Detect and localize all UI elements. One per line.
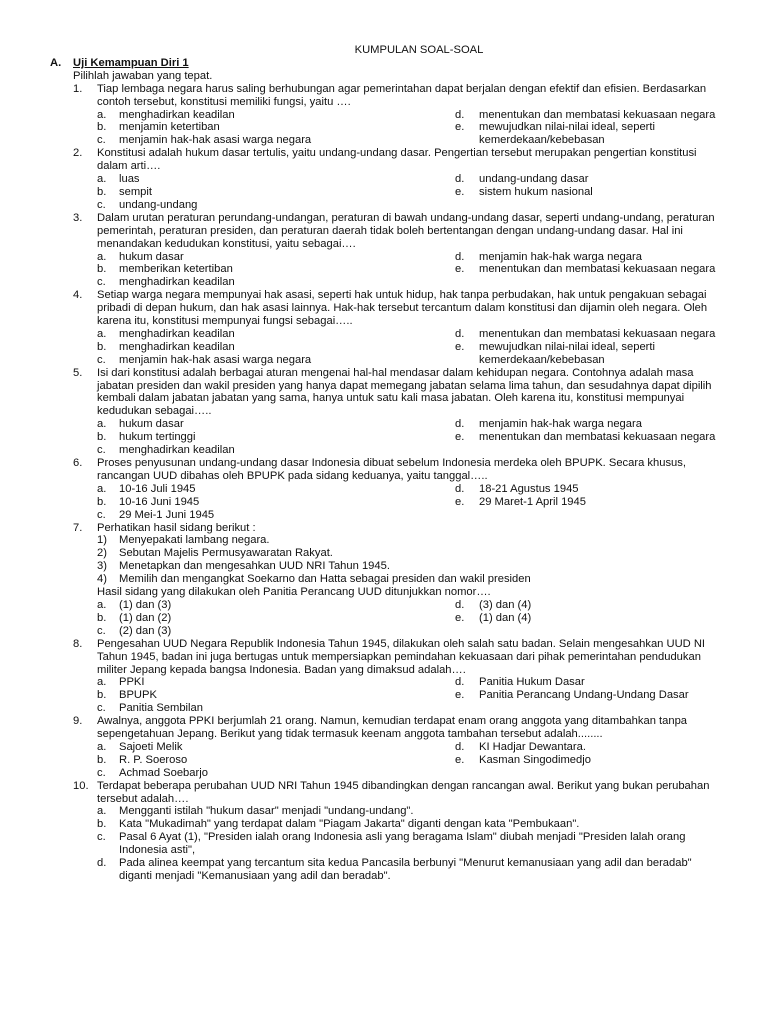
option-row <box>0 612 768 625</box>
section-heading <box>0 57 768 70</box>
option-text: menjamin hak-hak asasi warga negara <box>119 353 312 366</box>
question-stem <box>0 457 768 483</box>
question-stem <box>0 212 768 251</box>
option-letter: c. <box>97 766 106 779</box>
option-letter: a. <box>97 327 107 340</box>
option-text: R. P. Soeroso <box>119 753 188 766</box>
question-7 <box>0 522 768 638</box>
option <box>0 612 449 625</box>
question-number: 4. <box>73 289 83 302</box>
option <box>455 263 749 276</box>
question-number: 8. <box>73 637 83 650</box>
question-text: Awalnya, anggota PPKI berjumlah 21 orang. Namun, kemudian terdapat enam orang anggota yang ditambahkan tanpa sepengetahuan Jepang. Berikut yang tidak termasuk keenam anggota tambahan tersebut adalah........ <box>97 715 688 741</box>
option <box>0 418 449 431</box>
option-text: menghadirkan keadilan <box>119 327 235 340</box>
question <box>0 457 768 522</box>
option-letter: e. <box>455 753 465 766</box>
question-number: 7. <box>73 521 83 534</box>
question-number: 3. <box>73 211 83 224</box>
option <box>455 676 749 689</box>
option-letter: b. <box>97 611 107 624</box>
option-text: mewujudkan nilai-nilai ideal, seperti kemerdekaan/kebebasan <box>479 121 655 147</box>
statement-text: Menetapkan dan mengesahkan UUD NRI Tahun 1945. <box>119 560 390 573</box>
option-letter: e. <box>455 689 465 702</box>
option <box>0 483 449 496</box>
option-letter: b. <box>97 121 107 134</box>
option-text: menjamin hak-hak warga negara <box>479 250 642 263</box>
question <box>0 83 768 148</box>
option-letter: e. <box>455 611 465 624</box>
option-list <box>0 676 768 715</box>
question-number: 1. <box>73 82 83 95</box>
option-row <box>0 431 768 444</box>
question-stem <box>0 83 768 109</box>
option <box>455 173 749 186</box>
question-number: 5. <box>73 366 83 379</box>
question-text: Dalam urutan peraturan perundang-undangan, peraturan di bawah undang-undang dasar, seperti undang-undang, peraturan pemerintah, peraturan presiden, dan peraturan daerah tidak boleh bertentangan dengan undang-undang dasar. Hal ini menandakan kedudukan konstitusi, yaitu sebagai…. <box>97 211 715 250</box>
option-text: hukum dasar <box>119 250 184 263</box>
option-row <box>0 509 768 522</box>
option <box>455 496 749 509</box>
question-stem <box>0 638 768 677</box>
option-text: luas <box>119 173 140 186</box>
option-text: menjamin hak-hak asasi warga negara <box>119 134 312 147</box>
option-list <box>0 483 768 522</box>
option-letter: e. <box>455 185 465 198</box>
question-list-2 <box>0 638 768 780</box>
option <box>455 109 749 122</box>
option-text: Mengganti istilah "hukum dasar" menjadi "undang-undang". <box>119 805 414 818</box>
option-text: hukum dasar <box>119 418 184 431</box>
question-number: 6. <box>73 457 83 469</box>
option-text: 10-16 Juli 1945 <box>119 482 196 495</box>
statement-text: Sebutan Majelis Permusyawaratan Rakyat. <box>119 547 333 560</box>
option <box>0 625 449 638</box>
option-row <box>0 134 768 147</box>
option-text: menjamin ketertiban <box>119 121 220 134</box>
question-stem <box>0 289 768 328</box>
option <box>455 251 749 264</box>
option-letter: a. <box>97 173 107 186</box>
option-text: sempit <box>119 185 152 198</box>
option-row <box>0 483 768 496</box>
option <box>0 199 449 212</box>
option-text: Achmad Soebarjo <box>119 766 208 779</box>
statement-number: 1) <box>97 534 107 547</box>
option-text: menentukan dan membatasi kekuasaan negara <box>479 108 716 121</box>
option-letter: b. <box>97 431 107 444</box>
option-row <box>0 276 768 289</box>
option <box>455 612 749 625</box>
option-text: (1) dan (3) <box>119 598 172 611</box>
option-row <box>0 251 768 264</box>
question-list <box>0 83 768 522</box>
option <box>455 689 749 702</box>
option <box>0 444 449 457</box>
question-stem <box>0 147 768 173</box>
option <box>455 483 749 496</box>
question <box>0 147 768 212</box>
option <box>455 754 749 767</box>
option-row <box>0 676 768 689</box>
option-letter: c. <box>97 702 106 715</box>
option <box>0 431 449 444</box>
option <box>0 109 449 122</box>
option-text: PPKI <box>119 676 145 689</box>
option <box>0 134 449 147</box>
option <box>0 767 449 780</box>
question-stem <box>0 367 768 419</box>
option <box>0 341 449 354</box>
option-letter: b. <box>97 818 107 831</box>
option-letter: a. <box>97 598 107 611</box>
option-row <box>0 418 768 431</box>
option-letter: c. <box>97 198 106 211</box>
option-list <box>0 599 768 638</box>
option-text: menghadirkan keadilan <box>119 444 235 457</box>
option-text: menjamin hak-hak warga negara <box>479 418 642 431</box>
instruction: Pilihlah jawaban yang tepat. <box>73 69 213 82</box>
option-row <box>0 754 768 767</box>
option <box>0 805 768 818</box>
option-letter: d. <box>455 598 465 611</box>
option-letter: c. <box>97 508 106 521</box>
question-text: Konstitusi adalah hukum dasar tertulis, yaitu undang-undang dasar. Pengertian tersebut merupakan pengertian konstitusi dalam arti…. <box>97 147 697 173</box>
option-letter: a. <box>97 250 107 263</box>
option-row <box>0 599 768 612</box>
option-letter: c. <box>97 353 106 366</box>
option-letter: a. <box>97 108 107 121</box>
option-list <box>0 173 768 212</box>
option-text: 10-16 Juni 1945 <box>119 495 200 508</box>
option-text: menentukan dan membatasi kekuasaan negara <box>479 431 716 444</box>
statement-number: 4) <box>97 573 107 586</box>
option <box>455 599 749 612</box>
option-text: Kasman Singodimedjo <box>479 753 591 766</box>
option <box>455 741 749 754</box>
option <box>0 263 449 276</box>
option-text: Panitia Hukum Dasar <box>479 676 585 689</box>
section-letter: A. <box>50 56 62 69</box>
question-number: 10. <box>73 779 89 792</box>
option-text: KI Hadjar Dewantara. <box>479 740 586 753</box>
option-letter: b. <box>97 340 107 353</box>
option-row <box>0 496 768 509</box>
option-letter: b. <box>97 689 107 702</box>
option <box>0 857 768 883</box>
option <box>0 186 449 199</box>
option-text: menghadirkan keadilan <box>119 108 235 121</box>
document <box>0 44 768 883</box>
option-letter: c. <box>97 444 106 457</box>
option-letter: a. <box>97 805 107 818</box>
option-text: Pasal 6 Ayat (1), "Presiden ialah orang Indonesia asli yang beragama Islam" diubah menjadi "Presiden lalah orang Indonesia asti", <box>119 831 686 857</box>
question <box>0 289 768 366</box>
option-letter: e. <box>455 495 465 508</box>
option-row <box>0 186 768 199</box>
option-row <box>0 689 768 702</box>
option-text: hukum tertinggi <box>119 431 196 444</box>
option-text: menentukan dan membatasi kekuasaan negara <box>479 263 716 276</box>
option-letter: c. <box>97 134 106 147</box>
option-row <box>0 741 768 754</box>
option <box>0 173 449 186</box>
option-letter: e. <box>455 263 465 276</box>
question <box>0 367 768 457</box>
option-row <box>0 109 768 122</box>
question-text: Perhatikan hasil sidang berikut : <box>97 521 256 534</box>
option-letter: b. <box>97 185 107 198</box>
option-text: Panitia Perancang Undang-Undang Dasar <box>479 689 689 702</box>
option-letter: e. <box>455 431 465 444</box>
option-text: (2) dan (3) <box>119 624 172 637</box>
option <box>0 276 449 289</box>
option-letter: e. <box>455 121 465 134</box>
option-letter: d. <box>455 676 465 689</box>
option-text: mewujudkan nilai-nilai ideal, seperti kemerdekaan/kebebasan <box>479 340 655 366</box>
option-text: BPUPK <box>119 689 157 702</box>
question-text: Proses penyusunan undang-undang dasar Indonesia dibuat sebelum Indonesia merdeka oleh BPUPK. Secara khusus, rancangan UUD dibahas oleh BPUPK pada sidang keduanya, yaitu tanggal….. <box>97 457 686 482</box>
option-letter: d. <box>97 857 107 870</box>
option-text: Panitia Sembilan <box>119 702 203 715</box>
option <box>0 676 449 689</box>
option <box>455 328 749 341</box>
option-text: (1) dan (2) <box>119 611 172 624</box>
option-list <box>0 109 768 148</box>
option-letter: c. <box>97 831 106 844</box>
option <box>0 328 449 341</box>
option-text: Kata "Mukadimah" yang terdapat dalam "Piagam Jakarta" diganti dengan kata "Pembukaan". <box>119 818 580 831</box>
option-letter: c. <box>97 276 106 289</box>
option-text: menentukan dan membatasi kekuasaan negara <box>479 327 716 340</box>
statement <box>0 534 768 547</box>
option-list <box>0 328 768 367</box>
option-row <box>0 199 768 212</box>
option-letter: d. <box>455 250 465 263</box>
option-row <box>0 767 768 780</box>
option-letter: b. <box>97 263 107 276</box>
option-text: memberikan ketertiban <box>119 263 233 276</box>
option-text: undang-undang dasar <box>479 173 589 186</box>
option-text: Pada alinea keempat yang tercantum sita kedua Pancasila berbunyi "Menurut kemanusiaan yang adil dan beradab" diganti menjadi "Kemanusiaan yang adil dan beradab". <box>119 857 692 882</box>
option-letter: a. <box>97 482 107 495</box>
option-row <box>0 444 768 457</box>
statement-text: Menyepakati lambang negara. <box>119 534 270 547</box>
option-letter: e. <box>455 340 465 353</box>
option-list <box>0 251 768 290</box>
question-text: Isi dari konstitusi adalah berbagai aturan mengenai hal-hal mendasar dalam kehidupan negara. Contohnya adalah masa jabatan presiden dan wakil presiden yang hanya dapat memegang jabatan selama lima tahun, dan sesudahnya dapat dipilih kembali dalam jabatan jabatan yang sama, hanya untuk satu kali masa jabatan. Oleh karena itu, konstitusi mempunyai kedudukan sebagai….. <box>97 366 712 418</box>
question-stem <box>0 715 768 741</box>
option <box>0 251 449 264</box>
option-letter: b. <box>97 495 107 508</box>
option <box>0 741 449 754</box>
question-text: Tiap lembaga negara harus saling berhubungan agar pemerintahan dapat berjalan dengan efektif dan efisien. Berdasarkan contoh tersebut, konstitusi memiliki fungsi, yaitu …. <box>97 82 707 108</box>
option-text: 18-21 Agustus 1945 <box>479 482 579 495</box>
option-letter: d. <box>455 327 465 340</box>
option-list <box>0 741 768 780</box>
question <box>0 212 768 289</box>
option <box>0 818 768 831</box>
option-letter: d. <box>455 173 465 186</box>
option-row <box>0 328 768 341</box>
option-letter: b. <box>97 753 107 766</box>
question <box>0 715 768 780</box>
option-text: menghadirkan keadilan <box>119 340 235 353</box>
option <box>0 121 449 134</box>
statement <box>0 573 768 586</box>
option <box>0 354 449 367</box>
question-stem <box>0 780 768 806</box>
question-10 <box>0 780 768 883</box>
question <box>0 638 768 715</box>
option-letter: d. <box>455 108 465 121</box>
statement <box>0 560 768 573</box>
section-title: Uji Kemampuan Diri 1 <box>73 56 189 69</box>
document-title: KUMPULAN SOAL-SOAL <box>354 44 484 56</box>
option <box>0 599 449 612</box>
question-text: Pengesahan UUD Negara Republik Indonesia Tahun 1945, dilakukan oleh salah satu badan. Selain mengesahkan UUD NI Tahun 1945, badan ini juga bertugas untuk mempersiapkan pemindahan kekuasaan dari pihak pemerintahan pendudukan militer Jepang kepada bangsa Indonesia. Badan yang dimaksud adalah…. <box>97 637 706 676</box>
question-number: 2. <box>73 147 83 160</box>
option <box>455 431 749 444</box>
question-number: 9. <box>73 715 83 728</box>
option-letter: d. <box>455 482 465 495</box>
option-letter: c. <box>97 624 106 637</box>
option-row <box>0 625 768 638</box>
option-letter: a. <box>97 740 107 753</box>
option-list <box>0 418 768 457</box>
option <box>0 831 768 857</box>
statement-list <box>0 534 768 586</box>
option-row <box>0 354 768 367</box>
option <box>0 689 449 702</box>
option-letter: a. <box>97 676 107 689</box>
option <box>0 702 449 715</box>
option-text: undang-undang <box>119 198 198 211</box>
statement <box>0 547 768 560</box>
option <box>0 509 449 522</box>
option-row <box>0 263 768 276</box>
question-tail: Hasil sidang yang dilakukan oleh Panitia Perancang UUD ditunjukkan nomor…. <box>97 586 491 599</box>
option <box>0 496 449 509</box>
option-text: Sajoeti Melik <box>119 740 183 753</box>
option-row <box>0 702 768 715</box>
option-text: menghadirkan keadilan <box>119 276 235 289</box>
option <box>0 754 449 767</box>
option-text: (1) dan (4) <box>479 611 532 624</box>
option-text: 29 Mei-1 Juni 1945 <box>119 508 215 521</box>
option-letter: a. <box>97 418 107 431</box>
question-text: Terdapat beberapa perubahan UUD NRI Tahun 1945 dibandingkan dengan rancangan awal. Berikut yang bukan perubahan tersebut adalah…. <box>97 779 710 805</box>
option-list <box>0 805 768 882</box>
option <box>455 186 749 199</box>
statement-number: 3) <box>97 560 107 573</box>
question-stem <box>0 522 768 535</box>
statement-text: Memilih dan mengangkat Soekarno dan Hatta sebagai presiden dan wakil presiden <box>119 573 531 586</box>
question-text: Setiap warga negara mempunyai hak asasi, seperti hak untuk hidup, hak tanpa perbudakan, hak untuk pengakuan sebagai pribadi di depan hukum, dan hak asasi lainnya. Hak-hak tersebut tercantum dalam konstitusi dan dijamin oleh negara. Oleh karena itu, konstitusi mempunyai fungsi sebagai….. <box>97 289 708 328</box>
option-text: sistem hukum nasional <box>479 185 593 198</box>
option-text: (3) dan (4) <box>479 598 532 611</box>
statement-number: 2) <box>97 547 107 560</box>
option-row <box>0 173 768 186</box>
option-text: 29 Maret-1 April 1945 <box>479 495 586 508</box>
option-letter: d. <box>455 740 465 753</box>
option <box>455 418 749 431</box>
option-letter: d. <box>455 418 465 431</box>
